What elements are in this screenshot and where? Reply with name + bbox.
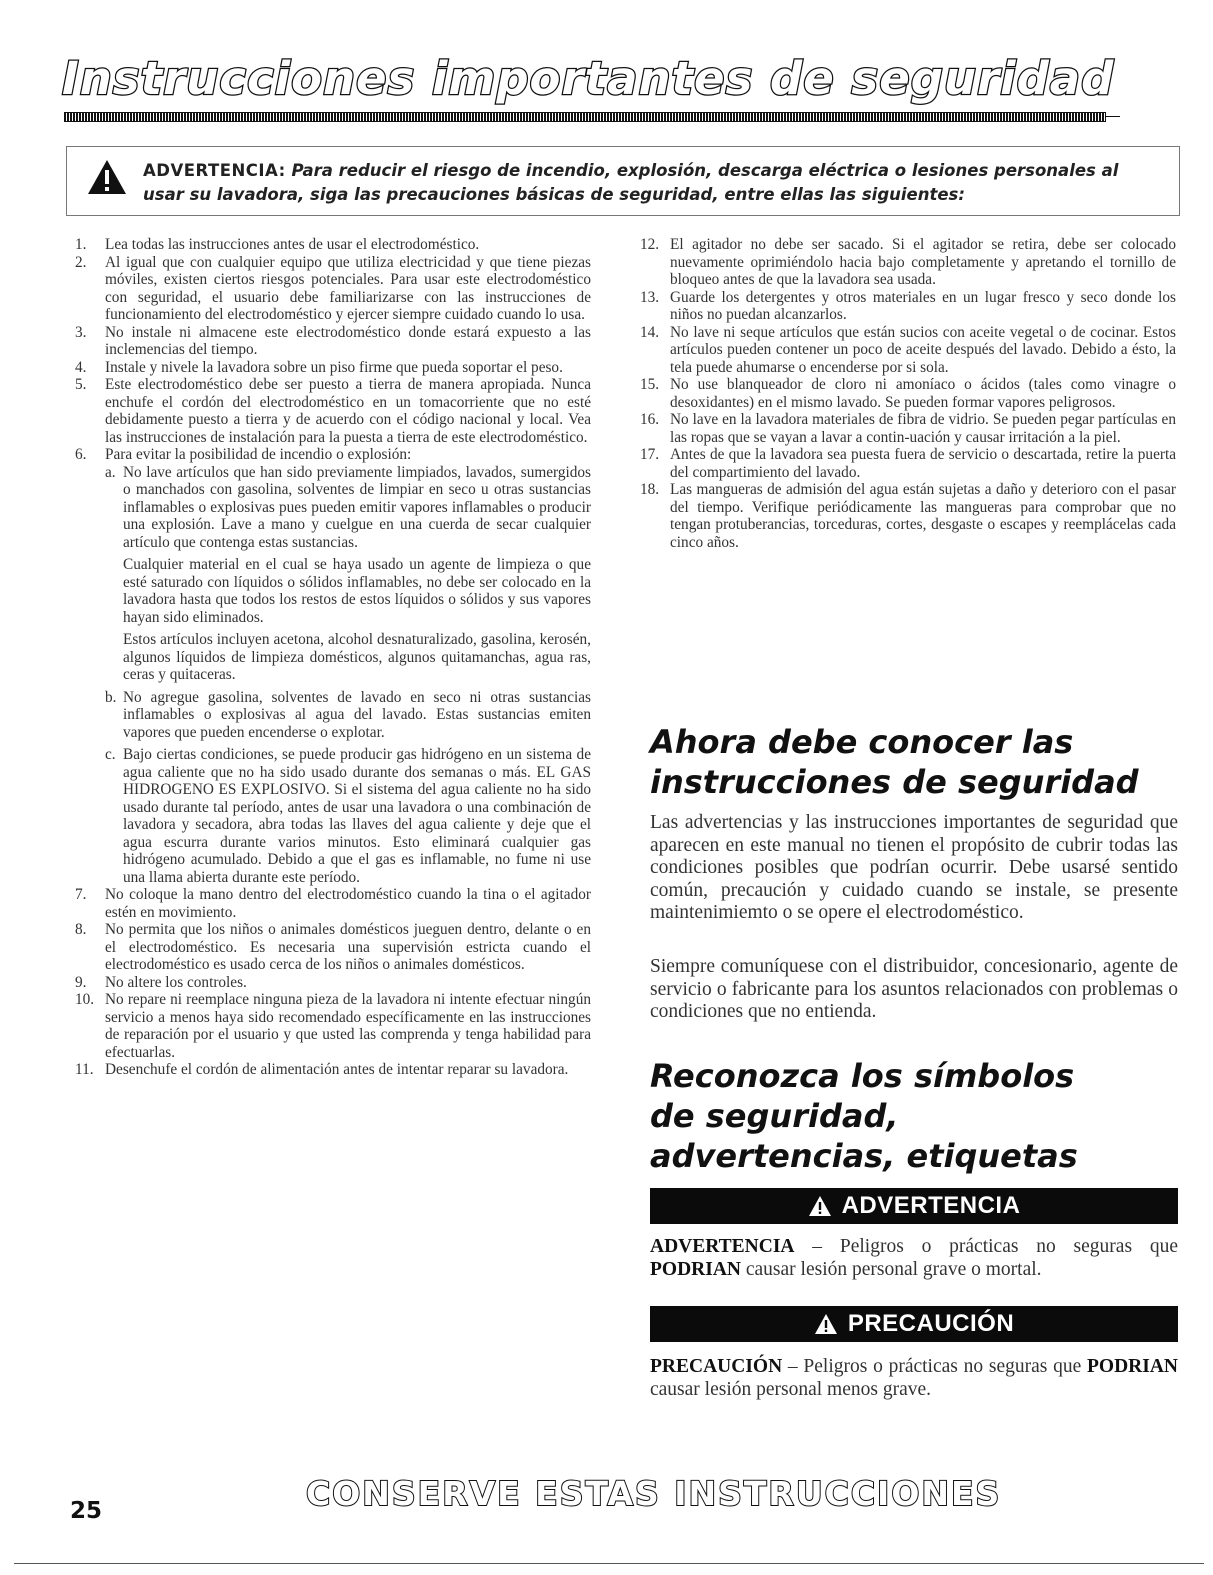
item-text: Guarde los detergentes y otros materiales en un lugar fresco y seco donde los niños no puedan alcanzarlos. xyxy=(670,288,1176,323)
warning-box xyxy=(66,146,1180,216)
sub-item xyxy=(105,689,591,742)
left-column xyxy=(75,236,591,1079)
item-text: Lea todas las instrucciones antes de usar el electrodoméstico. xyxy=(105,236,480,253)
sub-item xyxy=(105,464,591,552)
bottom-rule xyxy=(14,1563,1204,1564)
item-number: 18. xyxy=(640,481,660,498)
item-number: 3. xyxy=(75,323,87,341)
caution-signal-banner xyxy=(650,1306,1178,1342)
banner-label: ADVERTENCIA xyxy=(841,1192,1021,1219)
item-number: 7. xyxy=(75,886,87,903)
banner-label: PRECAUCIÓN xyxy=(847,1310,1015,1337)
list-item xyxy=(640,481,1176,551)
section-paragraph: Siempre comuníquese con el distribuidor, concesionario, agente de servicio o fabricante para los asuntos relacionados con problemas o condiciones que no entienda. xyxy=(650,956,1178,1022)
definition-text: – Peligros o prácticas no seguras que xyxy=(782,1356,1087,1377)
signal-term: PRECAUCIÓN xyxy=(650,1356,783,1377)
sub-item-letter: a. xyxy=(105,463,116,481)
heading-line: Ahora debe conocer las xyxy=(650,723,1074,761)
list-item xyxy=(75,974,591,992)
item-number: 17. xyxy=(640,446,660,463)
sub-item-text: No lave artículos que han sido previamente limpiados, lavados, sumergidos o manchados con gasolina, solventes de limpiar en seco u otras sustancias inflamables o explosivas pues pueden emitir vapores inflamables o producir una explosión. Lave a mano y cuelgue en una cuerda de secar cualquier artículo que contenga estas sustancias. xyxy=(123,463,591,551)
list-item xyxy=(75,376,591,446)
right-column-list xyxy=(640,236,1176,551)
item-text: Antes de que la lavadora sea puesta fuera de servicio o descartada, retire la puerta del compartimiento del lavado. xyxy=(670,446,1176,481)
signal-term: ADVERTENCIA xyxy=(650,1236,795,1257)
item-text: Al igual que con cualquier equipo que utiliza electricidad y que tiene piezas móviles, existen ciertos riesgos potenciales. Para usar este electrodoméstico con seguridad, el usuario debe familiarizarse con las instrucciones de funcionamiento del electrodoméstico y ejercer siempre cuidado cuando lo usa. xyxy=(105,253,591,323)
sub-item-text: Bajo ciertas condiciones, se puede producir gas hidrógeno en un sistema de agua caliente que no ha sido usado durante dos semanas o más. EL GAS HIDROGENO ES EXPLOSIVO. Si el sistema del agua caliente no ha sido usado durante tal período, antes de usar una lavadora o una combinación de lavadora y secadora, abra todas las llaves del agua caliente y deje que el agua escurra durante varios minutos. Esto eliminará cualquier gas hidrógeno acumulado. Debido a que el gas es inflamable, no fume ni use una llama abierta durante este período. xyxy=(123,746,591,886)
warning-triangle-icon xyxy=(87,159,127,195)
item-number: 14. xyxy=(640,323,660,341)
item-number: 1. xyxy=(75,236,87,253)
item-number: 6. xyxy=(75,446,87,463)
sub-item-text: No agregue gasolina, solventes de lavado en seco ni otras sustancias inflamables o explosivas al agua del lavado. Estas sustancias emiten vapores que pueden encenderse o explotar. xyxy=(123,688,591,741)
sub-item-paragraph: Estos artículos incluyen acetona, alcohol desnaturalizado, gasolina, kerosén, algunos líquidos de limpieza domésticos, algunos quitamanchas, agua ras, ceras y quitaceras. xyxy=(123,631,591,683)
list-item xyxy=(640,411,1176,446)
sub-item-paragraph: Cualquier material en el cual se haya usado un agente de limpieza o que esté saturado con líquidos o sólidos inflamables, no debe ser colocado en la lavadora hasta que todos los restos de estos líquidos o sólidos y sus vapores hayan sido eliminados. xyxy=(123,556,591,626)
item-text: No lave ni seque artículos que están sucios con aceite vegetal o de cocinar. Estos artículos pueden contener un poco de aceite después del lavado. Debido a ésto, la tela puede ahumarse o encenderse por si sola. xyxy=(670,323,1176,376)
signal-emphasis: PODRIAN xyxy=(650,1258,741,1280)
heading-line: instrucciones de seguridad xyxy=(650,763,1139,801)
list-item xyxy=(640,446,1176,481)
warning-triangle-icon xyxy=(808,1195,832,1217)
list-item xyxy=(75,446,591,464)
item-text: Desenchufe el cordón de alimentación antes de intentar reparar su lavadora. xyxy=(105,1061,569,1078)
footer-title: CONSERVE ESTAS INSTRUCCIONES xyxy=(306,1474,1002,1513)
page-number: 25 xyxy=(70,1498,103,1524)
sub-item xyxy=(105,746,591,886)
list-item xyxy=(640,289,1176,324)
item-number: 12. xyxy=(640,236,660,253)
item-text: No use blanqueador de cloro ni amoníaco o ácidos (tales como vinagre o desoxidantes) en el mismo lavado. Se pueden formar vapores peligrosos. xyxy=(670,376,1176,411)
list-item xyxy=(75,886,591,921)
list-item xyxy=(75,991,591,1061)
item-number: 9. xyxy=(75,973,87,991)
item-text: No repare ni reemplace ninguna pieza de la lavadora ni intente efectuar ningún servicio a menos haya sido recomendado específicamente en las instrucciones de reparación por el usuario y que usted las comprenda y tenga habilidad para efectuarlas. xyxy=(105,991,591,1061)
item-number: 11. xyxy=(75,1061,94,1078)
item-text: No coloque la mano dentro del electrodoméstico cuando la tina o el agitador estén en movimiento. xyxy=(105,886,591,921)
definition-text: causar lesión personal menos grave. xyxy=(650,1378,932,1400)
item-number: 10. xyxy=(75,991,95,1008)
item-text: El agitador no debe ser sacado. Si el agitador se retira, debe ser colocado nuevamente oprimiéndolo hacia bajo completamente y apretando el tornillo de bloqueo antes de que la lavadora sea usada. xyxy=(670,236,1176,288)
section-heading-know-safety xyxy=(650,722,1190,802)
page-title: Instrucciones importantes de seguridad xyxy=(62,52,1115,105)
item-number: 16. xyxy=(640,411,660,428)
item-text: No altere los controles. xyxy=(105,973,247,991)
signal-emphasis: PODRIAN xyxy=(1087,1356,1178,1377)
section-heading-symbols xyxy=(650,1056,1190,1176)
title-underline-tail xyxy=(1106,116,1120,117)
list-item xyxy=(75,359,591,377)
warning-lead: ADVERTENCIA: xyxy=(143,161,286,180)
sub-item-letter: c. xyxy=(105,746,116,763)
warning-definition xyxy=(650,1236,1178,1281)
heading-line: Reconozca los símbolos xyxy=(650,1057,1075,1095)
item-number: 13. xyxy=(640,288,660,306)
warning-message: Para reducir el riesgo de incendio, explosión, descarga eléctrica o lesiones personales al usar su lavadora, siga las precauciones básicas de seguridad, entre ellas las siguientes: xyxy=(143,161,1119,204)
warning-triangle-icon xyxy=(814,1313,838,1335)
item-text: No lave en la lavadora materiales de fibra de vidrio. Se pueden pegar partículas en las ropas que se vayan a lavar a contin-uación y causar irritación a la piel. xyxy=(670,411,1176,446)
item-number: 4. xyxy=(75,358,87,376)
definition-text: causar lesión personal grave o mortal. xyxy=(741,1258,1042,1280)
sub-item-letter: b. xyxy=(105,688,117,706)
list-item xyxy=(640,376,1176,411)
caution-definition xyxy=(650,1356,1178,1401)
item-text: Para evitar la posibilidad de incendio o explosión: xyxy=(105,446,412,463)
title-underline xyxy=(64,112,1106,122)
heading-line: de seguridad, xyxy=(650,1097,899,1135)
list-item xyxy=(75,921,591,974)
list-item xyxy=(75,324,591,359)
warning-text xyxy=(143,159,1163,207)
list-item xyxy=(75,1061,591,1079)
item-text: Este electrodoméstico debe ser puesto a tierra de manera apropiada. Nunca enchufe el cordón del electrodoméstico en un tomacorriente que no esté debidamente puesto a tierra y de acuerdo con el código nacional y local. Vea las instrucciones de instalación para la puesta a tierra de este electrodoméstico. xyxy=(105,376,591,446)
item-text: No instale ni almacene este electrodoméstico donde estará expuesto a las inclemencias del tiempo. xyxy=(105,323,591,358)
item-text: Instale y nivele la lavadora sobre un piso firme que pueda soportar el peso. xyxy=(105,358,563,376)
item-number: 2. xyxy=(75,253,87,271)
item-number: 15. xyxy=(640,376,660,393)
definition-text: – Peligros o prácticas no seguras que xyxy=(794,1236,1178,1257)
list-item xyxy=(75,254,591,324)
section-paragraph: Las advertencias y las instrucciones importantes de seguridad que aparecen en este manual no tienen el propósito de cubrir todas las condiciones posibles que podrían ocurrir. Debe usarsé sentido común, precaución y cuidado cuando se instale, se presente maintenimiemto o se opere el electrodoméstico. xyxy=(650,812,1178,923)
item-number: 8. xyxy=(75,921,87,938)
list-item xyxy=(75,236,591,254)
item-text: No permita que los niños o animales domésticos jueguen dentro, delante o en el electrodoméstico. Es necesaria una supervisión estricta cuando el electrodoméstico es usado cerca de los niños o animales domésticos. xyxy=(105,921,591,973)
warning-signal-banner xyxy=(650,1188,1178,1224)
heading-line: advertencias, etiquetas xyxy=(650,1137,1078,1175)
item-number: 5. xyxy=(75,376,87,393)
list-item xyxy=(640,236,1176,289)
list-item xyxy=(640,324,1176,377)
item-text: Las mangueras de admisión del agua están sujetas a daño y deterioro con el pasar del tiempo. Verifique periódicamente las mangueras para comprobar que no tengan protuberancias, torceduras, cortes, desgaste o escapes y reemplácelas cada cinco años. xyxy=(670,481,1176,551)
